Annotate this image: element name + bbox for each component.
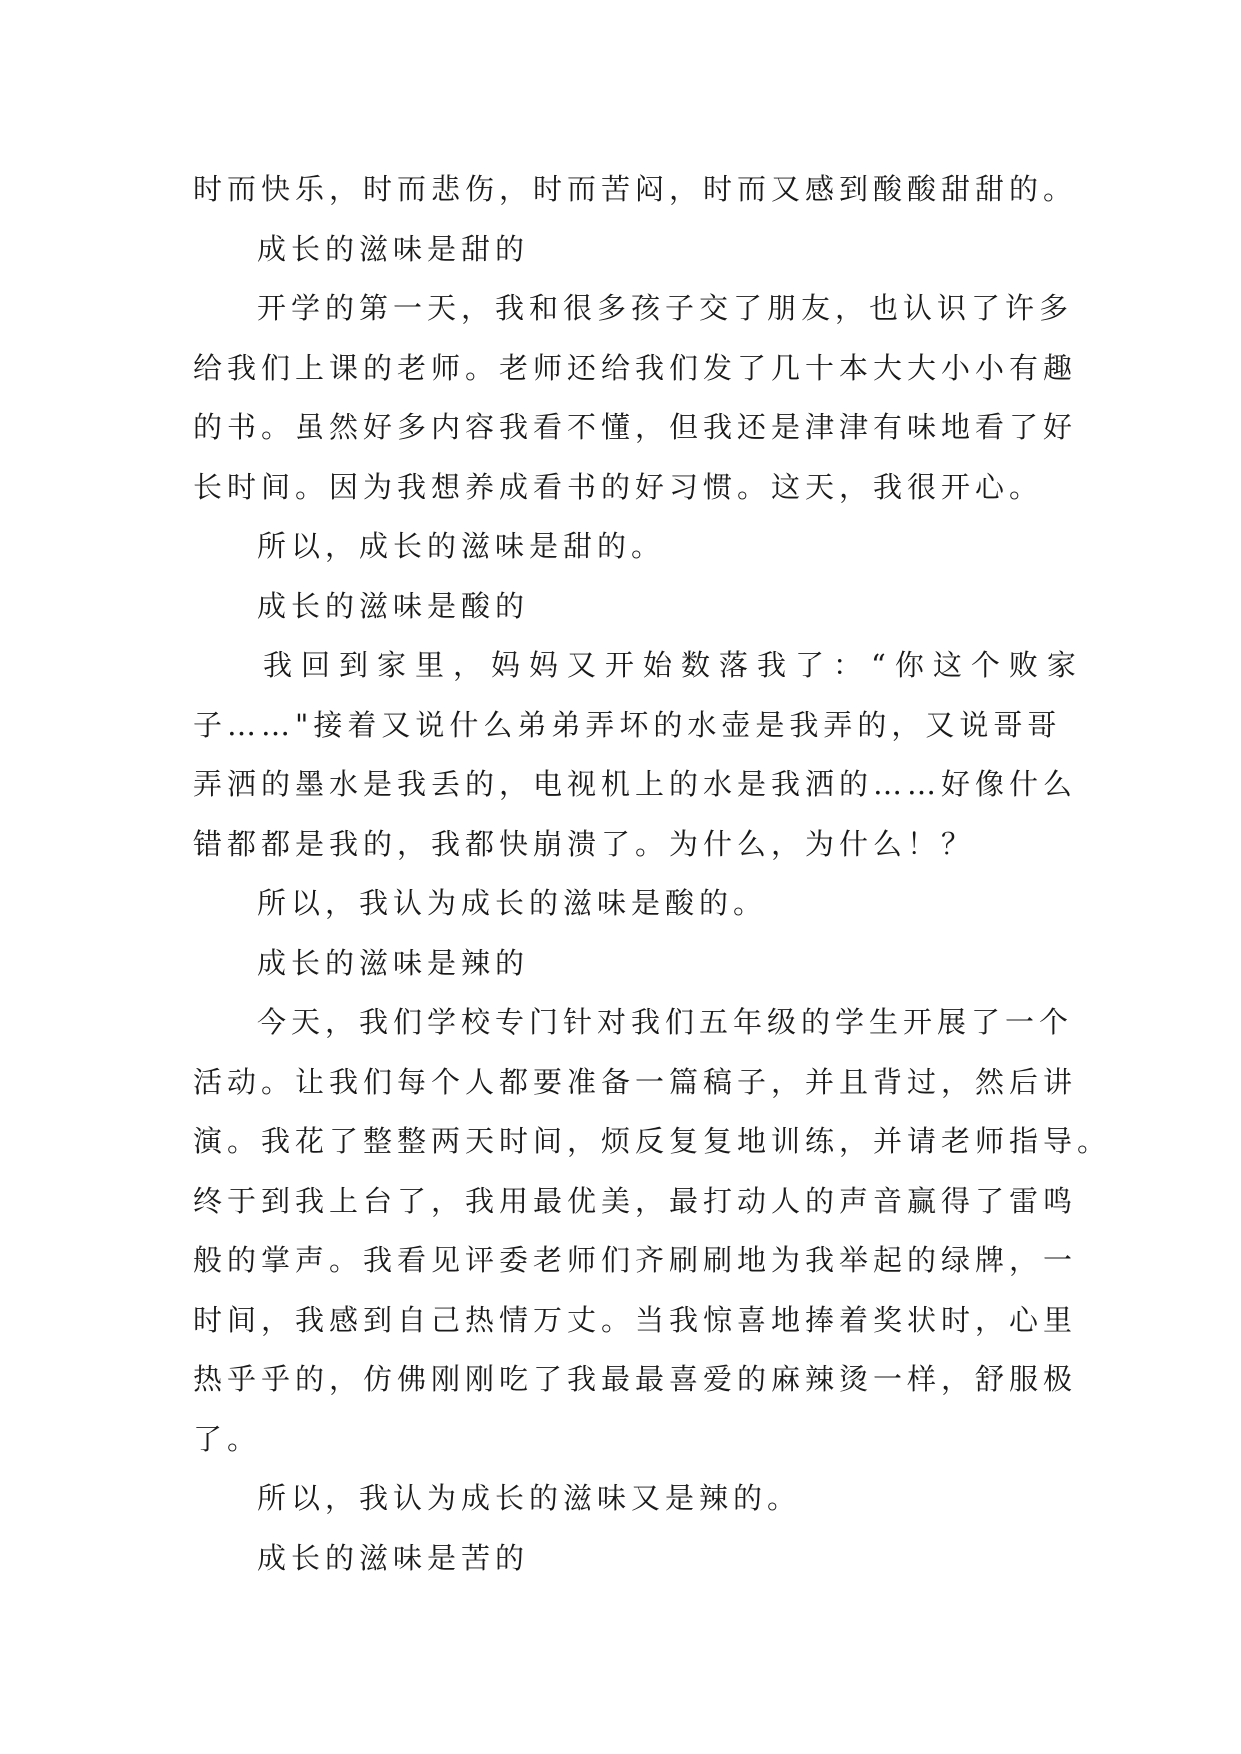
paragraph-line: 开学的第一天，我和很多孩子交了朋友，也认识了许多 xyxy=(257,291,1074,325)
paragraph-line: 给我们上课的老师。老师还给我们发了几十本大大小小有趣 xyxy=(193,350,1078,385)
paragraph-line: 所以，我认为成长的滋味是酸的。 xyxy=(257,886,768,920)
paragraph-line: 时而快乐，时而悲伤，时而苦闷，时而又感到酸酸甜甜的。 xyxy=(193,172,1078,206)
section-heading-sweet: 成长的滋味是甜的 xyxy=(257,231,530,266)
paragraph-line: 弄洒的墨水是我丢的，电视机上的水是我洒的……好像什么 xyxy=(193,767,1078,801)
paragraph-line: 终于到我上台了，我用最优美，最打动人的声音赢得了雷鸣 xyxy=(193,1183,1078,1218)
section-heading-spicy: 成长的滋味是辣的 xyxy=(257,945,530,980)
section-heading-bitter: 成长的滋味是苦的 xyxy=(257,1540,530,1575)
paragraph-line: 般的掌声。我看见评委老师们齐刷刷地为我举起的绿牌，一 xyxy=(193,1243,1078,1277)
paragraph-line: 所以，我认为成长的滋味又是辣的。 xyxy=(257,1481,802,1515)
paragraph-line: 我回到家里，妈妈又开始数落我了：“你这个败家 xyxy=(263,648,1085,682)
paragraph-line: 长时间。因为我想养成看书的好习惯。这天，我很开心。 xyxy=(193,469,1044,504)
paragraph-line: 子……"接着又说什么弟弟弄坏的水壶是我弄的，又说哥哥 xyxy=(193,707,1062,742)
paragraph-line: 热乎乎的，仿佛刚刚吃了我最最喜爱的麻辣烫一样，舒服极 xyxy=(193,1362,1078,1396)
paragraph-line: 错都都是我的，我都快崩溃了。为什么，为什么！？ xyxy=(193,826,976,861)
paragraph-line: 的书。虽然好多内容我看不懂，但我还是津津有味地看了好 xyxy=(193,410,1078,444)
section-heading-sour: 成长的滋味是酸的 xyxy=(257,588,530,623)
paragraph-line: 今天，我们学校专门针对我们五年级的学生开展了一个 xyxy=(257,1005,1074,1039)
paragraph-line: 演。我花了整整两天时间，烦反复复地训练，并请老师指导。 xyxy=(193,1124,1112,1158)
paragraph-line: 了。 xyxy=(193,1421,262,1456)
paragraph-line: 所以，成长的滋味是甜的。 xyxy=(257,529,666,563)
document-body xyxy=(193,160,1112,1588)
paragraph-line: 时间，我感到自己热情万丈。当我惊喜地捧着奖状时，心里 xyxy=(193,1302,1078,1337)
paragraph-line: 活动。让我们每个人都要准备一篇稿子，并且背过，然后讲 xyxy=(193,1064,1078,1099)
